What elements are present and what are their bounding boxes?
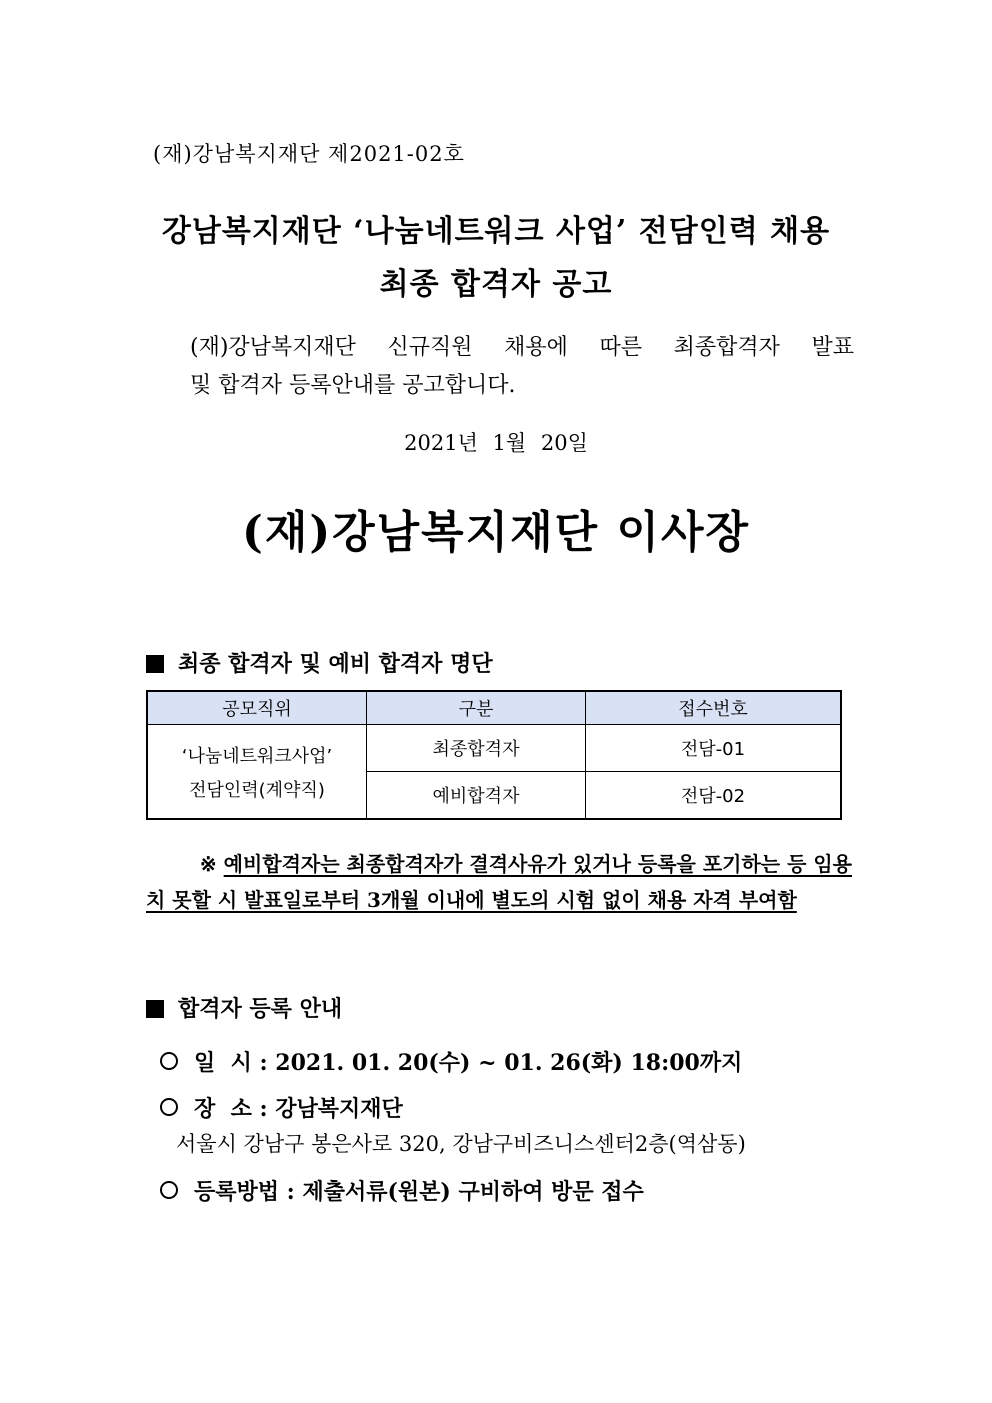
note-line2 — [146, 884, 852, 913]
item-value: 강남복지재단 — [275, 1096, 403, 1122]
item-value: 제출서류(원본) 구비하여 방문 접수 — [302, 1179, 644, 1205]
position-line2: 전담인력(계약직) — [189, 779, 325, 801]
intro-text-line2: 및 합격자 등록안내를 공고합니다. — [190, 373, 516, 398]
note-text-line2: 치 못할 시 발표일로부터 3개월 이내에 별도의 시험 없이 채용 자격 부여함 — [146, 888, 797, 912]
column-header-number: 접수번호 — [586, 691, 842, 725]
roster-table — [146, 690, 842, 820]
item-label: 등록방법 : — [194, 1179, 295, 1205]
number-cell: 전담-02 — [586, 772, 842, 820]
table-header-row — [147, 691, 841, 725]
document-number: (재)강남복지재단 제2021-02호 — [153, 142, 465, 166]
square-bullet-icon — [146, 655, 164, 673]
column-header-category: 구분 — [367, 691, 586, 725]
square-bullet-icon — [146, 1000, 164, 1018]
column-header-position: 공모직위 — [147, 691, 367, 725]
note-mark: ※ — [199, 852, 217, 876]
note-line1 — [146, 848, 852, 877]
table-row — [147, 725, 841, 772]
page-title: 강남복지재단 ‘나눔네트워크 사업’ 전담인력 채용 — [161, 214, 831, 249]
section-heading-registration — [146, 992, 342, 1023]
note-text-line1: 예비합격자는 최종합격자가 결격사유가 있거나 등록을 포기하는 등 임용 — [223, 852, 852, 876]
circle-bullet-icon — [160, 1052, 178, 1070]
item-label: 장 소 : — [194, 1096, 268, 1122]
announcement-date: 2021년 1월 20일 — [404, 431, 588, 455]
item-value: 2021. 01. 20(수) ~ 01. 26(화) 18:00까지 — [275, 1050, 743, 1076]
issuer-name: (재)강남복지재단 이사장 — [242, 507, 750, 558]
intro-text-line1: (재)강남복지재단 신규직원 채용에 따른 최종합격자 발표 — [190, 335, 854, 360]
number-cell: 전담-01 — [586, 725, 842, 772]
category-cell: 예비합격자 — [367, 772, 586, 820]
item-label: 일 시 : — [194, 1050, 268, 1076]
list-item-datetime — [160, 1046, 742, 1077]
category-cell: 최종합격자 — [367, 725, 586, 772]
position-cell — [147, 725, 367, 820]
section-heading-roster — [146, 647, 493, 678]
section-heading-text: 최종 합격자 및 예비 합격자 명단 — [178, 651, 493, 677]
place-address: 서울시 강남구 봉은사로 320, 강남구비즈니스센터2층(역삼동) — [176, 1132, 746, 1156]
list-item-place — [160, 1092, 403, 1123]
circle-bullet-icon — [160, 1098, 178, 1116]
circle-bullet-icon — [160, 1181, 178, 1199]
page-subtitle: 최종 합격자 공고 — [379, 267, 613, 302]
section-heading-text: 합격자 등록 안내 — [178, 996, 343, 1022]
position-line1: ‘나눔네트워크사업’ — [181, 745, 333, 767]
list-item-method — [160, 1175, 644, 1206]
